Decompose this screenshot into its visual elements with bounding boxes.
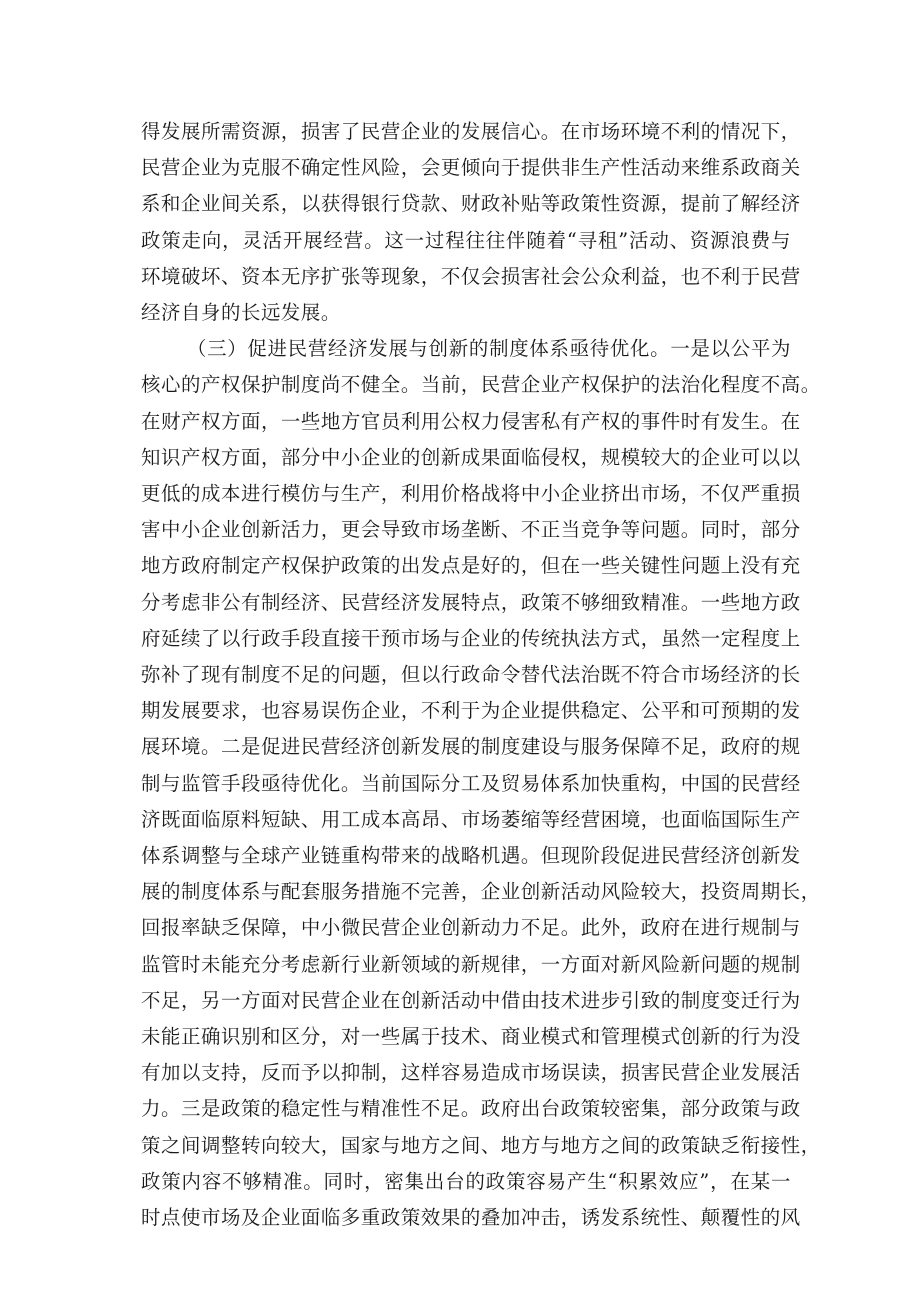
text-line: 更低的成本进行模仿与生产，利用价格战将中小企业挤出市场，不仅严重损 [141,482,801,506]
text-line: 展环境。二是促进民营经济创新发展的制度建设与服务保障不足，政府的规 [141,735,801,759]
text-line: 政策内容不够精准。同时，密集出台的政策容易产生“积累效应”，在某一 [141,1169,791,1193]
text-line: 体系调整与全球产业链重构带来的战略机遇。但现阶段促进民营经济创新发 [141,844,801,868]
text-line: 地方政府制定产权保护政策的出发点是好的，但在一些关键性问题上没有充 [141,554,801,578]
text-line: 策之间调整转向较大，国家与地方之间、地方与地方之间的政策缺乏衔接性， [141,1133,821,1157]
text-line: 制与监管手段亟待优化。当前国际分工及贸易体系加快重构，中国的民营经 [141,771,801,795]
paragraph-1 [141,114,801,331]
text-line: 经济自身的长远发展。 [141,301,341,325]
text-line: 在财产权方面，一些地方官员利用公权力侵害私有产权的事件时有发生。在 [141,409,801,433]
paragraph-2 [141,331,821,1236]
text-line: 得发展所需资源，损害了民营企业的发展信心。在市场环境不利的情况下， [141,120,801,143]
text-line: 展的制度体系与配套服务措施不完善，企业创新活动风险较大，投资周期长， [141,880,821,904]
text-line: 监管时未能充分考虑新行业新领域的新规律，一方面对新风险新问题的规制 [141,952,801,976]
text-line: 力。三是政策的稳定性与精准性不足。政府出台政策较密集，部分政策与政 [141,1097,801,1121]
text-line: 知识产权方面，部分中小企业的创新成果面临侵权，规模较大的企业可以以 [141,445,801,469]
text-line: 环境破坏、资本无序扩张等现象，不仅会损害社会公众利益，也不利于民营 [141,264,801,288]
text-line: 分考虑非公有制经济、民营经济发展特点，政策不够细致精准。一些地方政 [141,590,801,614]
text-line: 核心的产权保护制度尚不健全。当前，民营企业产权保护的法治化程度不高。 [141,373,821,397]
text-line: 有加以支持，反而予以抑制，这样容易造成市场误读，损害民营企业发展活 [141,1061,801,1085]
text-line: 时点使市场及企业面临多重政策效果的叠加冲击，诱发系统性、颠覆性的风 [141,1206,801,1230]
text-line: 府延续了以行政手段直接干预市场与企业的传统执法方式，虽然一定程度上 [141,626,801,650]
text-line: 民营企业为克服不确定性风险，会更倾向于提供非生产性活动来维系政商关 [141,156,801,180]
text-line: 弥补了现有制度不足的问题，但以行政命令替代法治既不符合市场经济的长 [141,663,801,687]
text-line: 回报率缺乏保障，中小微民营企业创新动力不足。此外，政府在进行规制与 [141,916,801,940]
text-line: 未能正确识别和区分，对一些属于技术、商业模式和管理模式创新的行为没 [141,1025,801,1049]
text-line: 不足，另一方面对民营企业在创新活动中借由技术进步引致的制度变迁行为 [141,988,801,1012]
text-line: 害中小企业创新活力，更会导致市场垄断、不正当竞争等问题。同时，部分 [141,518,801,542]
section-heading-line: （三）促进民营经济发展与创新的制度体系亟待优化。一是以公平为 [187,337,791,361]
text-line: 系和企业间关系，以获得银行贷款、财政补贴等政策性资源，提前了解经济 [141,192,801,216]
document-body [141,114,821,1236]
text-line: 济既面临原料短缺、用工成本高昂、市场萎缩等经营困境，也面临国际生产 [141,807,801,831]
text-line: 政策走向，灵活开展经营。这一过程往往伴随着“寻租”活动、资源浪费与 [141,228,791,252]
text-line: 期发展要求，也容易误伤企业，不利于为企业提供稳定、公平和可预期的发 [141,699,801,723]
